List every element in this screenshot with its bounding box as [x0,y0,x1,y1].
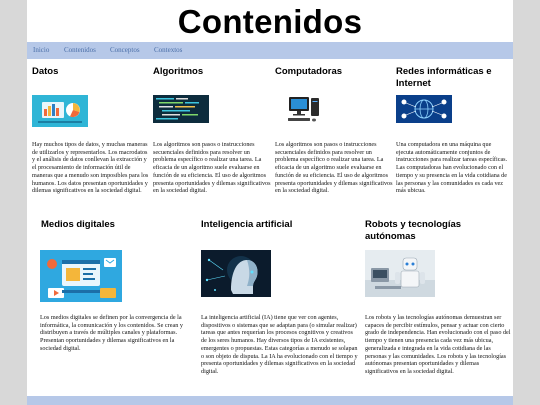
card-text: Los medios digitales se definen por la convergencia de la informática, la comunicación y los contenidos. Se crean y distribuyen a través de múltiples canales y plataformas. Presentan oportunidades y dilemas significativos en la sociedad digital. [40,314,183,352]
card-computadoras-body [275,141,393,195]
card-text: La inteligencia artificial (IA) tiene que ver con agentes, dispositivos o sistemas que se adaptan para (o simular realizar) tareas que antes requerían los procesos cognitivos y creativos de los seres humanos. Hay diversos tipos de IA existentes, emergentes o propuestas. Estas categorías a menudo se solapan o son objeto de disputa. La IA ha evolucionado con el tiempo y presenta oportunidades y dilemas significativos en la sociedad digital. [201,314,358,375]
card-title: Medios digitales [41,219,115,230]
card-text: Una computadora en una máquina que ejecuta automáticamente conjuntos de instrucciones para realizar tareas específicas. Las computadoras han evolucionado con el tiempo y su presencia en la vida cotidiana de las personas y las comunidades es cada vez más ubicua. [396,141,508,195]
computer-illustration [283,94,323,124]
card-title: Inteligencia artificial [201,219,293,230]
nav-item-contenidos[interactable]: Contenidos [64,46,96,54]
data-illustration [32,95,88,127]
card-redes-body [396,141,510,195]
nav-item-conceptos[interactable]: Conceptos [110,46,140,54]
code-illustration [153,95,209,123]
card-medios-body [40,314,190,353]
card-datos [32,66,150,78]
card-redes [396,66,510,90]
page-title: Contenidos [177,3,363,40]
card-text: Hay muchos tipos de datos, y muchas maneras de utilizarlos y representarlos. Los macrodatos y el análisis de datos conllevan la extracción y el procesamiento de información útil de maneras que a menudo son imposibles para los humanos. Los datos presentan oportunidades y dilemas significativos en la sociedad digital. [32,141,149,195]
card-ia [201,219,351,231]
card-robots [365,219,505,243]
ai-illustration [201,250,271,297]
card-title: Redes informáticas e Internet [396,66,492,89]
card-datos-body [32,141,150,195]
card-ia-body [201,314,359,376]
card-robots-body [365,314,513,376]
page [27,0,513,405]
robot-illustration [365,250,435,297]
footer-bar [27,396,513,405]
nav-item-contextos[interactable]: Contextos [154,46,183,54]
card-title: Algoritmos [153,66,204,77]
card-text: Los algoritmos son pasos o instrucciones secuenciales definidos para resolver un problema específico o realizar una tarea. La eficacia de un algoritmo suele evaluarse en función de su eficiencia. El uso de algoritmos presenta oportunidades y dilemas significativos en la sociedad digital. [153,141,271,195]
nav-item-inicio[interactable]: Inicio [33,46,50,54]
card-medios [41,219,181,231]
card-text: Los robots y las tecnologías autónomas demuestran ser capaces de percibir estímulos, pensar y actuar con cierto grado de independencia. Han evolucionado con el paso del tiempo y tienen una presencia cada vez más ubicua, generalizada e integrada en la vida cotidiana de las personas y las comunidades. Los robots y las tecnologías autónomas presentan oportunidades y dilemas significativos en la sociedad digital. [365,314,511,375]
media-illustration [40,250,122,302]
card-title: Computadoras [275,66,343,77]
card-algoritmos-body [153,141,271,195]
card-algoritmos [153,66,271,78]
card-computadoras [275,66,393,78]
card-text: Los algoritmos son pasos o instrucciones secuenciales definidos para resolver un problema específico o realizar una tarea. La eficacia de un algoritmo suele evaluarse en función de su eficiencia. El uso de algoritmos presenta oportunidades y dilemas significativos en la sociedad digital. [275,141,393,195]
card-title: Robots y tecnologías autónomas [365,219,462,242]
card-title: Datos [32,66,59,77]
network-illustration [396,95,452,123]
nav-bar [27,42,513,59]
